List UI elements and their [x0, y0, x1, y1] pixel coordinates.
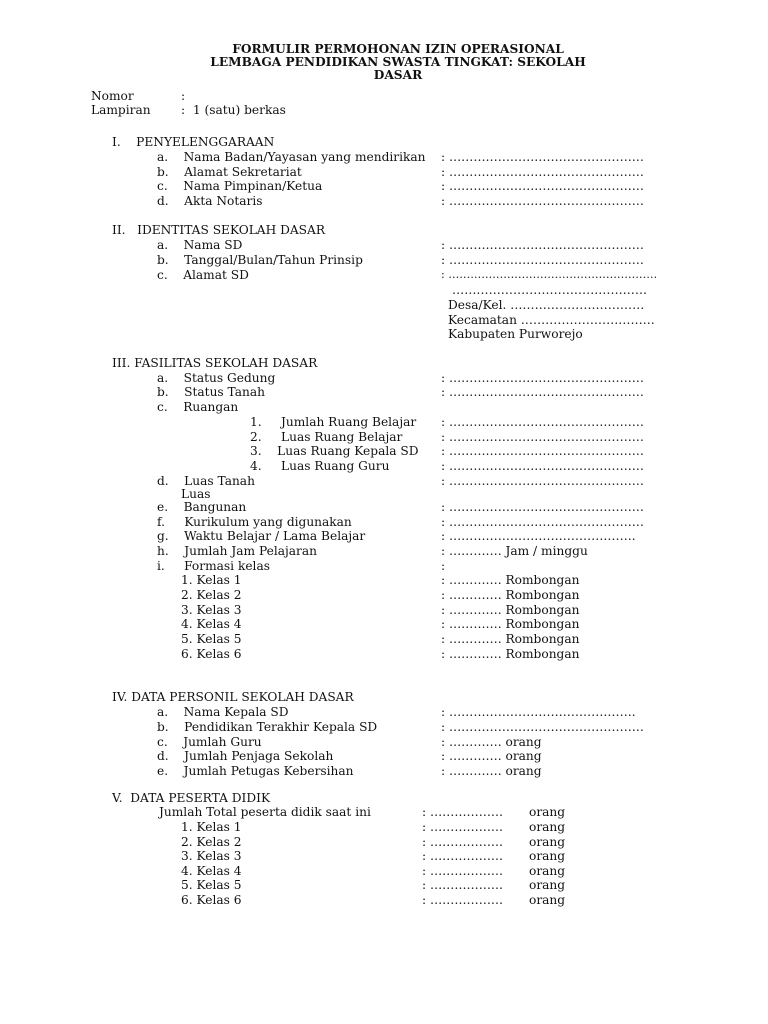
sec4-a-field: : ………………………………………. [441, 705, 636, 719]
total-peserta-unit: orang [529, 805, 566, 819]
ruangan-2-label: 2. Luas Ruang Belajar [250, 430, 403, 444]
peserta-kelas-1: 1. Kelas 1 [181, 820, 242, 834]
alamat-continuation: ………………………………………… [452, 283, 647, 297]
form-title-line-3: DASAR [373, 68, 423, 82]
lampiran-value: : 1 (satu) berkas [181, 103, 286, 117]
section-4-heading: IV. DATA PERSONIL SEKOLAH DASAR [112, 690, 354, 704]
peserta-kelas-6-unit: orang [529, 893, 566, 907]
peserta-kelas-2-unit: orang [529, 835, 566, 849]
form-title-line-1: FORMULIR PERMOHONAN IZIN OPERASIONAL [232, 42, 564, 56]
sec1-d-label: d. Akta Notaris [157, 194, 263, 208]
sec4-d-field: : …………. orang [441, 749, 542, 763]
peserta-kelas-5-field: : ……………… [422, 878, 504, 892]
formasi-kelas-3-field: : …………. Rombongan [441, 603, 580, 617]
total-peserta-label: Jumlah Total peserta didik saat ini [159, 805, 371, 819]
sec1-b-field: : ………………………………………… [441, 165, 644, 179]
lampiran-label: Lampiran [91, 103, 151, 117]
sec2-c-field: : ………………………………………………… [441, 268, 658, 281]
sec3-b-label: b. Status Tanah [157, 385, 265, 399]
peserta-kelas-4-field: : ……………… [422, 864, 504, 878]
peserta-kelas-2-field: : ……………… [422, 835, 504, 849]
sec2-b-label: b. Tanggal/Bulan/Tahun Prinsip [157, 253, 363, 267]
sec3-i-label: i. Formasi kelas [157, 559, 270, 573]
formasi-kelas-1-field: : …………. Rombongan [441, 573, 580, 587]
peserta-kelas-5: 5. Kelas 5 [181, 878, 242, 892]
sec1-a-label: a. Nama Badan/Yayasan yang mendirikan [157, 150, 426, 164]
section-2-heading: II. IDENTITAS SEKOLAH DASAR [112, 223, 326, 237]
sec3-a-field: : ………………………………………… [441, 371, 644, 385]
peserta-kelas-2: 2. Kelas 2 [181, 835, 242, 849]
sec4-e-label: e. Jumlah Petugas Kebersihan [157, 764, 354, 778]
peserta-kelas-4: 4. Kelas 4 [181, 864, 242, 878]
ruangan-3-field: : ………………………………………… [441, 444, 644, 458]
desa-kel-line: Desa/Kel. …………………………… [448, 298, 645, 312]
peserta-kelas-1-unit: orang [529, 820, 566, 834]
form-title-line-2: LEMBAGA PENDIDIKAN SWASTA TINGKAT: SEKOLAH [210, 55, 586, 69]
ruangan-1-label: 1. Jumlah Ruang Belajar [250, 415, 417, 429]
sec3-d-label: d. Luas Tanah [157, 474, 255, 488]
nomor-colon: : [181, 89, 186, 103]
sec3-e-field: : ………………………………………… [441, 500, 644, 514]
kecamatan-line: Kecamatan …………………………… [448, 313, 655, 327]
sec1-c-field: : ………………………………………… [441, 179, 644, 193]
peserta-kelas-1-field: : ……………… [422, 820, 504, 834]
sec1-b-label: b. Alamat Sekretariat [157, 165, 302, 179]
formasi-kelas-6: 6. Kelas 6 [181, 647, 242, 661]
sec3-g-label: g. Waktu Belajar / Lama Belajar [157, 529, 366, 543]
sec1-a-field: : ………………………………………… [441, 150, 644, 164]
section-3-heading: III. FASILITAS SEKOLAH DASAR [112, 356, 318, 370]
ruangan-3-label: 3. Luas Ruang Kepala SD [250, 444, 419, 458]
sec4-c-field: : …………. orang [441, 735, 542, 749]
sec4-e-field: : …………. orang [441, 764, 542, 778]
sec2-a-label: a. Nama SD [157, 238, 243, 252]
sec4-c-label: c. Jumlah Guru [157, 735, 262, 749]
total-peserta-field: : ……………… [422, 805, 504, 819]
peserta-kelas-6-field: : ……………… [422, 893, 504, 907]
sec3-h-label: h. Jumlah Jam Pelajaran [157, 544, 317, 558]
formasi-kelas-2-field: : …………. Rombongan [441, 588, 580, 602]
formasi-kelas-3: 3. Kelas 3 [181, 603, 242, 617]
sec3-e-label: e. Bangunan [157, 500, 247, 514]
formasi-kelas-1: 1. Kelas 1 [181, 573, 242, 587]
sec3-f-field: : ………………………………………… [441, 515, 644, 529]
sec3-c-label: c. Ruangan [157, 400, 239, 414]
sec3-b-field: : ………………………………………… [441, 385, 644, 399]
sec3-h-field: : …………. Jam / minggu [441, 544, 588, 558]
sec3-d-field: : ………………………………………… [441, 474, 644, 488]
sec2-c-label: c. Alamat SD [157, 268, 249, 282]
ruangan-2-field: : ………………………………………… [441, 430, 644, 444]
formasi-kelas-5-field: : …………. Rombongan [441, 632, 580, 646]
sec1-c-label: c. Nama Pimpinan/Ketua [157, 179, 323, 193]
sec3-g-field: : ………………………………………. [441, 529, 636, 543]
peserta-kelas-3-field: : ……………… [422, 849, 504, 863]
sec3-d-sublabel: Luas [181, 487, 211, 501]
peserta-kelas-5-unit: orang [529, 878, 566, 892]
formasi-kelas-4: 4. Kelas 4 [181, 617, 242, 631]
sec3-f-label: f. Kurikulum yang digunakan [157, 515, 352, 529]
sec1-d-field: : ………………………………………… [441, 194, 644, 208]
ruangan-4-label: 4. Luas Ruang Guru [250, 459, 390, 473]
peserta-kelas-3-unit: orang [529, 849, 566, 863]
formasi-kelas-4-field: : …………. Rombongan [441, 617, 580, 631]
peserta-kelas-6: 6. Kelas 6 [181, 893, 242, 907]
peserta-kelas-4-unit: orang [529, 864, 566, 878]
sec2-a-field: : ………………………………………… [441, 238, 644, 252]
ruangan-1-field: : ………………………………………… [441, 415, 644, 429]
ruangan-4-field: : ………………………………………… [441, 459, 644, 473]
nomor-label: Nomor [91, 89, 134, 103]
formasi-kelas-6-field: : …………. Rombongan [441, 647, 580, 661]
formasi-kelas-2: 2. Kelas 2 [181, 588, 242, 602]
sec2-b-field: : ………………………………………… [441, 253, 644, 267]
section-1-heading: I. PENYELENGGARAAN [112, 135, 275, 149]
sec4-d-label: d. Jumlah Penjaga Sekolah [157, 749, 334, 763]
formasi-kelas-5: 5. Kelas 5 [181, 632, 242, 646]
section-5-heading: V. DATA PESERTA DIDIK [112, 791, 271, 805]
sec3-a-label: a. Status Gedung [157, 371, 276, 385]
peserta-kelas-3: 3. Kelas 3 [181, 849, 242, 863]
sec4-b-field: : ………………………………………… [441, 720, 644, 734]
sec4-b-label: b. Pendidikan Terakhir Kepala SD [157, 720, 378, 734]
kabupaten-line: Kabupaten Purworejo [448, 327, 583, 341]
sec4-a-label: a. Nama Kepala SD [157, 705, 289, 719]
sec3-i-colon: : [441, 559, 446, 573]
